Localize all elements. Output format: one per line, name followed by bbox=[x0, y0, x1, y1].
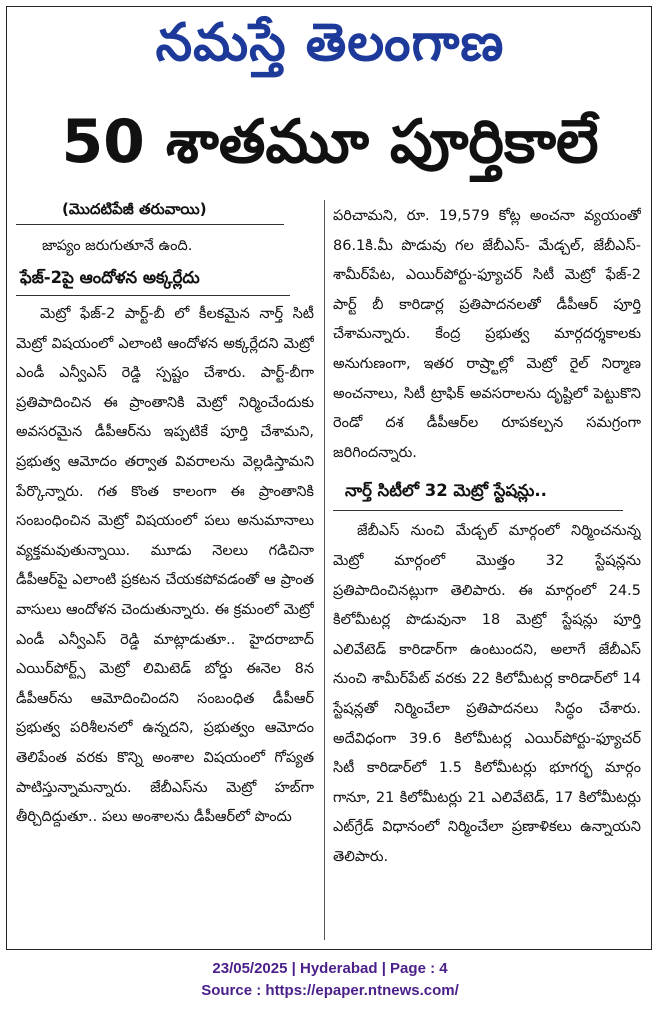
source-url: Source : https://epaper.ntnews.com/ bbox=[201, 982, 459, 999]
source-footer bbox=[0, 958, 660, 1002]
article-body-right-1: పరిచామని, రూ. 19,579 కోట్ల అంచనా వ్యయంతో 86.1కి.మీ పొడువు గల జేబీఎస్‌- మేడ్చల్‌, జేబీఎస్‌- శామీర్‌పేట, ఎయిర్‌పోర్టు-ఫ్యూచర్‌ సిటీ మెట్రో ఫేజ్‌-2 పార్ట్‌ బీ కారిడార్ల ప్రతిపాదనలతో డీపీఆర్‌ పూర్తి చేశామన్నారు. కేంద్ర ప్రభుత్వ మార్గదర్శకాలకు అనుగుణంగా, ఇతర రాష్ర్టాల్లో మెట్రో రైల్‌ నిర్మాణ అంచనాలు, సిటీ ట్రాఫిక్‌ అవసరాలను దృష్టిలో పెట్టుకొని రెండో దశ డీపీఆర్‌ల రూపకల్పన సమగ్రంగా జరిగిందన్నారు. bbox=[333, 208, 641, 461]
article-column-left bbox=[16, 196, 314, 946]
article-body-right-2: జేబీఎస్‌ నుంచి మేడ్చల్‌ మార్గంలో నిర్మించనున్న మెట్రో మార్గంలో మొత్తం 32 స్టేషన్లను ప్రతిపాదించినట్లుగా తెలిపారు. ఈ మార్గంలో 24.5 కిలోమీటర్ల పొడువునా 18 మెట్రో స్టేషన్లు పూర్తి ఎలివేటెడ్‌ కారిడార్‌గా ఉంటుందని, అలాగే జేబీఎస్‌ నుంచి శామీర్‌పేట్‌ వరకు 22 కిలోమీటర్ల కారిడార్‌లో 14 స్టేషన్లతో నిర్మించేలా ప్రతిపాదనలు సిద్ధం చేశారు. అదేవిధంగా 39.6 కిలోమీటర్ల ఎయిర్‌పోర్టు-ఫ్యూచర్‌ సిటీ కారిడార్‌లో 1.5 కిలోమీటర్లు భూగర్భ మార్గం గానూ, 21 కిలోమీటర్లు 21 ఎలివేటెడ్‌, 17 కిలోమీటర్లు ఎట్‌గ్రేడ్‌ విధానంలో నిర్మించేలా ప్రణాళికలు ఉన్నాయని తెలిపారు. bbox=[333, 523, 641, 865]
subheading-north-city: నార్త్‌ సిటీలో 32 మెట్రో స్టేషన్లు.. bbox=[345, 481, 547, 501]
subheading-rule bbox=[333, 510, 623, 511]
continued-label: (మొదటిపేజీ తరువాయి) bbox=[62, 200, 207, 218]
subheading-rule bbox=[16, 295, 290, 296]
lead-line: జాప్యం జరుగుతూనే ఉంది. bbox=[42, 238, 193, 254]
date-location-page: 23/05/2025 | Hyderabad | Page : 4 bbox=[212, 960, 448, 977]
column-divider bbox=[324, 200, 325, 940]
newspaper-masthead: నమస్తే తెలంగాణ bbox=[155, 13, 505, 73]
subheading-phase2: ఫేజ్‌-2పై ఆందోళన అక్కర్లేదు bbox=[20, 268, 200, 287]
article-headline: 50 శాతమూ పూర్తికాలే bbox=[61, 107, 599, 177]
article-column-right bbox=[333, 202, 641, 942]
article-body-left: మెట్రో ఫేజ్‌-2 పార్ట్‌-బీ లో కీలకమైన నార్త్‌ సిటీ మెట్రో విషయంలో ఎలాంటి ఆందోళన అక్కర్లేదని మెట్రో ఎండీ ఎన్వీఎస్‌ రెడ్డి స్పష్టం చేశారు. పార్ట్‌-బీగా ప్రతిపాదించిన ఈ ప్రాంతానికి మెట్రో నిర్మించేందుకు అవసరమైన డీపీఆర్‌ను ఇప్పటికే పూర్తి చేశామని, ప్రభుత్వ ఆమోదం తర్వాత వివరాలను వెల్లడిస్తామని పేర్కొన్నారు. గత కొంత కాలంగా ఈ ప్రాంతానికి సంబంధించిన మెట్రో విషయంలో పలు అనుమానాలు వ్యక్తమవుతున్నాయి. మూడు నెలలు గడిచినా డీపీఆర్‌పై ఎలాంటి ప్రకటన చేయకపోవడంతో ఆ ప్రాంత వాసులు ఆందోళన చెందుతున్నారు. ఈ క్రమంలో మెట్రో ఎండీ ఎన్వీఎస్‌ రెడ్డి మాట్లాడుతూ.. హైదరాబాద్‌ ఎయిర్‌పోర్ట్స్‌ మెట్రో లిమిటెడ్‌ బోర్డు ఈనెల 8న డీపీఆర్‌ను ఆమోదించిందని సంబంధిత డీపీఆర్‌ ప్రభుత్వ పరిశీలనలో ఉన్నదని, ప్రభుత్వం ఆమోదం తెలిపేంత వరకు కొన్ని అంశాల విషయంలో గోప్యత పాటిస్తున్నామన్నారు. జేబీఎస్‌ను మెట్రో హబ్‌గా తీర్చిదిద్దుతూ.. పలు అంశాలను డీపీఆర్‌లో పొందు bbox=[16, 306, 314, 826]
continued-rule bbox=[16, 224, 284, 225]
